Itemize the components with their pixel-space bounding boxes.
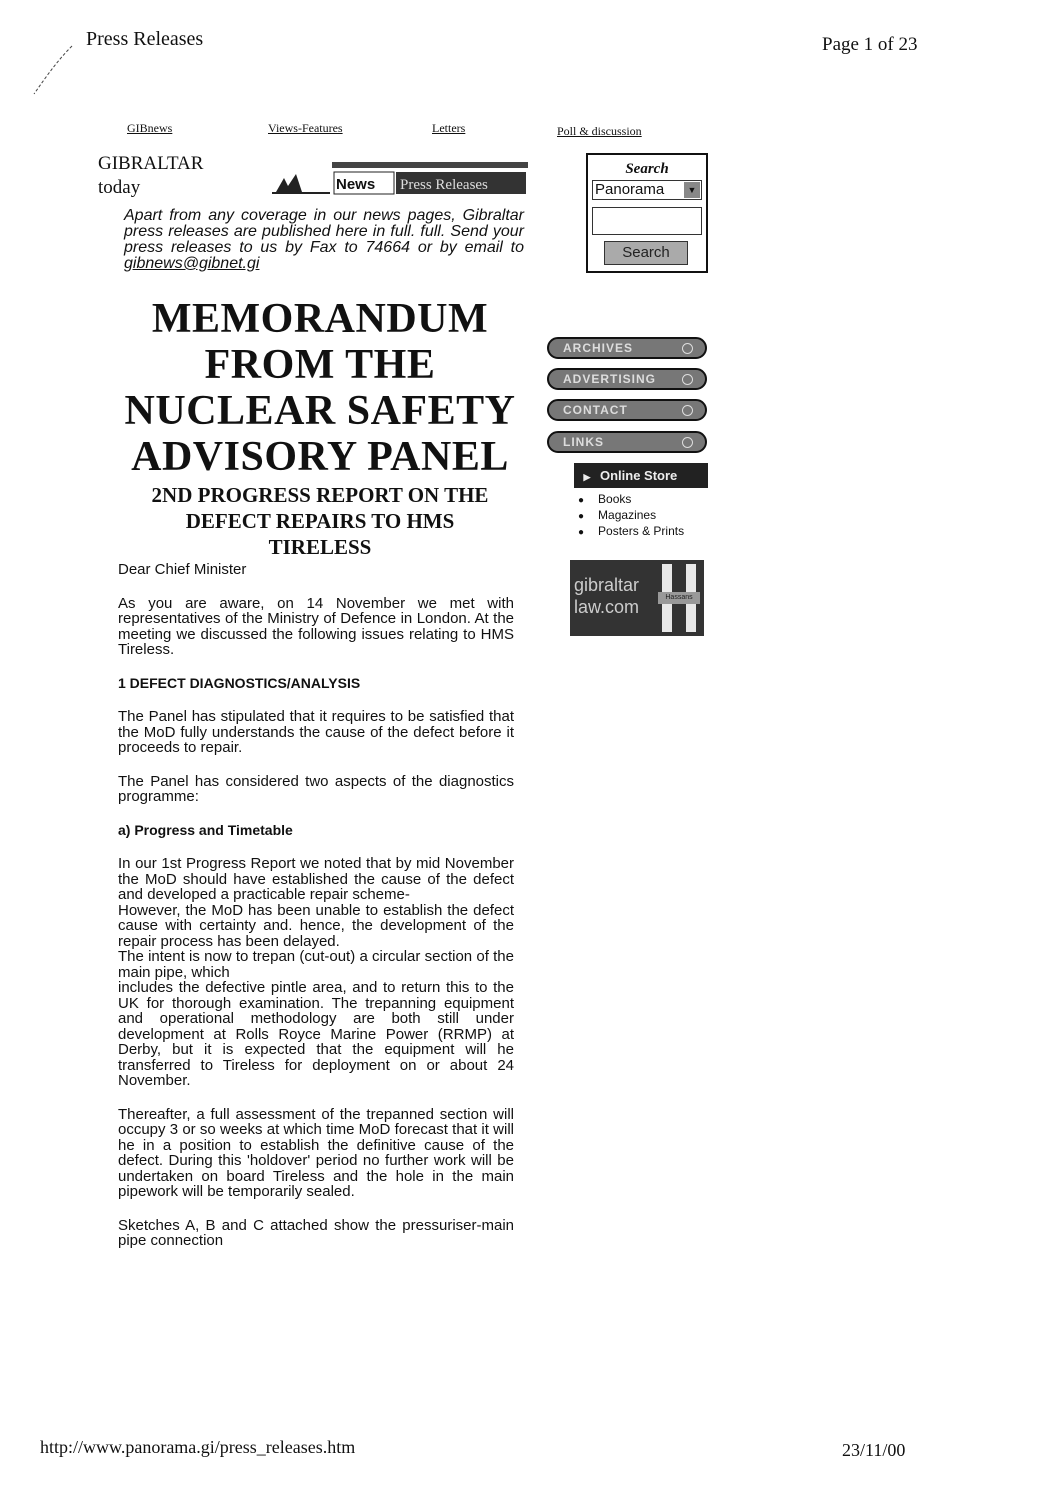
paragraph: The intent is now to trepan (cut-out) a circular section of the main pipe, which [118,948,514,981]
article-subtitle [110,482,530,560]
nav-link-views-features[interactable]: Views-Features [268,121,343,135]
scan-mark-icon [28,40,78,100]
store-item-magazines[interactable]: ● Magazines [578,508,684,524]
article-title [100,296,540,480]
subsection-heading: a) Progress and Timetable [118,821,293,838]
store-item-posters[interactable]: ● Posters & Prints [578,524,684,540]
circle-arrow-icon [682,437,693,448]
section-heading: 1 DEFECT DIAGNOSTICS/ANALYSIS [118,674,361,691]
masthead-line-1: GIBRALTAR [98,153,204,174]
logo-news-text: News [336,176,376,193]
paragraph: Sketches A, B and C attached show the pressuriser-main pipe connection [118,1216,514,1249]
paragraph: In our 1st Progress Report we noted that by mid November the MoD should have established the cause of the defect and developed a practicable repair scheme- [118,855,514,903]
menu-archives-button[interactable] [547,337,707,359]
subtitle-line: 2ND PROGRESS REPORT ON THE [151,483,489,507]
site-masthead[interactable] [98,152,203,200]
subtitle-line: DEFECT REPAIRS TO HMS [185,509,455,533]
search-button[interactable]: Search [604,241,688,265]
store-item-books[interactable]: ● Books [578,492,684,508]
page-number: Page 1 of 23 [822,34,918,55]
intro-text: Apart from any coverage in our news pages, Gibraltar press releases are published here in full. full. Send your press releases to us by Fax to 74664 or by email to [124,207,524,256]
circle-arrow-icon [682,405,693,416]
chevron-down-icon[interactable]: ▼ [684,182,700,198]
circle-arrow-icon [682,374,693,385]
title-line: NUCLEAR SAFETY [124,388,516,434]
news-press-releases-logo [270,160,528,198]
search-panel [586,153,708,273]
subtitle-line: TIRELESS [268,535,372,559]
masthead-line-2: today [98,177,141,198]
title-line: ADVISORY PANEL [131,434,509,480]
footer-date: 23/11/00 [842,1440,906,1460]
ad-line-1: gibraltar [574,575,640,595]
menu-contact-button[interactable] [547,399,707,421]
store-category-list [578,492,684,540]
arrow-right-icon: ▶ [583,472,591,482]
search-scope-value: Panorama [595,181,665,198]
salutation: Dear Chief Minister [118,561,247,578]
menu-advertising-button[interactable] [547,368,707,390]
menu-links-button[interactable] [547,431,707,453]
nav-link-letters[interactable]: Letters [432,121,466,135]
nav-link-gibnews[interactable]: GIBnews [127,121,173,135]
ad-line-2: law.com [574,597,640,617]
intro-notice [124,208,524,272]
article-body [118,562,514,1267]
logo-press-text: Press Releases [400,177,488,193]
search-scope-select[interactable] [592,180,702,200]
paragraph: The Panel has considered two aspects of the diagnostics programme: [118,772,514,805]
search-label: Search [625,161,669,177]
ad-badge: Hassans [658,592,700,604]
nav-link-poll-discussion[interactable]: Poll & discussion [557,124,642,138]
search-input[interactable] [592,207,702,235]
circle-arrow-icon [682,343,693,354]
page-header-title: Press Releases [86,28,204,50]
paragraph: includes the defective pintle area, and to return this to the UK for thorough examination. The trepanning equipment and operational methodology are both still under development at Rolls Royce Marine Power (RRMP) at Derby, but it is expected that the equipment will he transferred to Tireless for deployment on or about 24 November. [118,979,514,1089]
paragraph: As you are aware, on 14 November we met with representatives of the Ministry of Defence in London. At the meeting we discussed the following issues relating to HMS Tireless. [118,594,514,658]
menu-label: ARCHIVES [563,341,634,355]
paragraph: However, the MoD has been unable to establish the defect cause with certainty and. hence, the development of the repair process has been delayed. [118,901,514,950]
paragraph: The Panel has stipulated that it requires to be satisfied that the MoD fully understands the cause of the defect before it proceeds to repair. [118,708,514,756]
paragraph: Thereafter, a full assessment of the trepanned section will occupy 3 or so weeks at which time MoD forecast that it will he in a position to establish the definitive cause of the defect. During this 'holdover' period no further work will be undertaken on board Tireless and the hole in the main pipework will be temporarily sealed. [118,1105,514,1200]
gibraltar-law-ad[interactable] [570,560,704,636]
email-link[interactable]: gibnews@gibnet.gi [124,255,260,272]
online-store-label: Online Store [600,468,678,483]
menu-label: LINKS [563,435,604,449]
menu-label: CONTACT [563,403,628,417]
online-store-banner[interactable] [574,463,708,488]
title-line: MEMORANDUM [151,296,489,342]
footer-url: http://www.panorama.gi/press_releases.htm [40,1437,356,1457]
title-line: FROM THE [204,342,436,388]
ad-text [574,574,639,618]
menu-label: ADVERTISING [563,372,657,386]
